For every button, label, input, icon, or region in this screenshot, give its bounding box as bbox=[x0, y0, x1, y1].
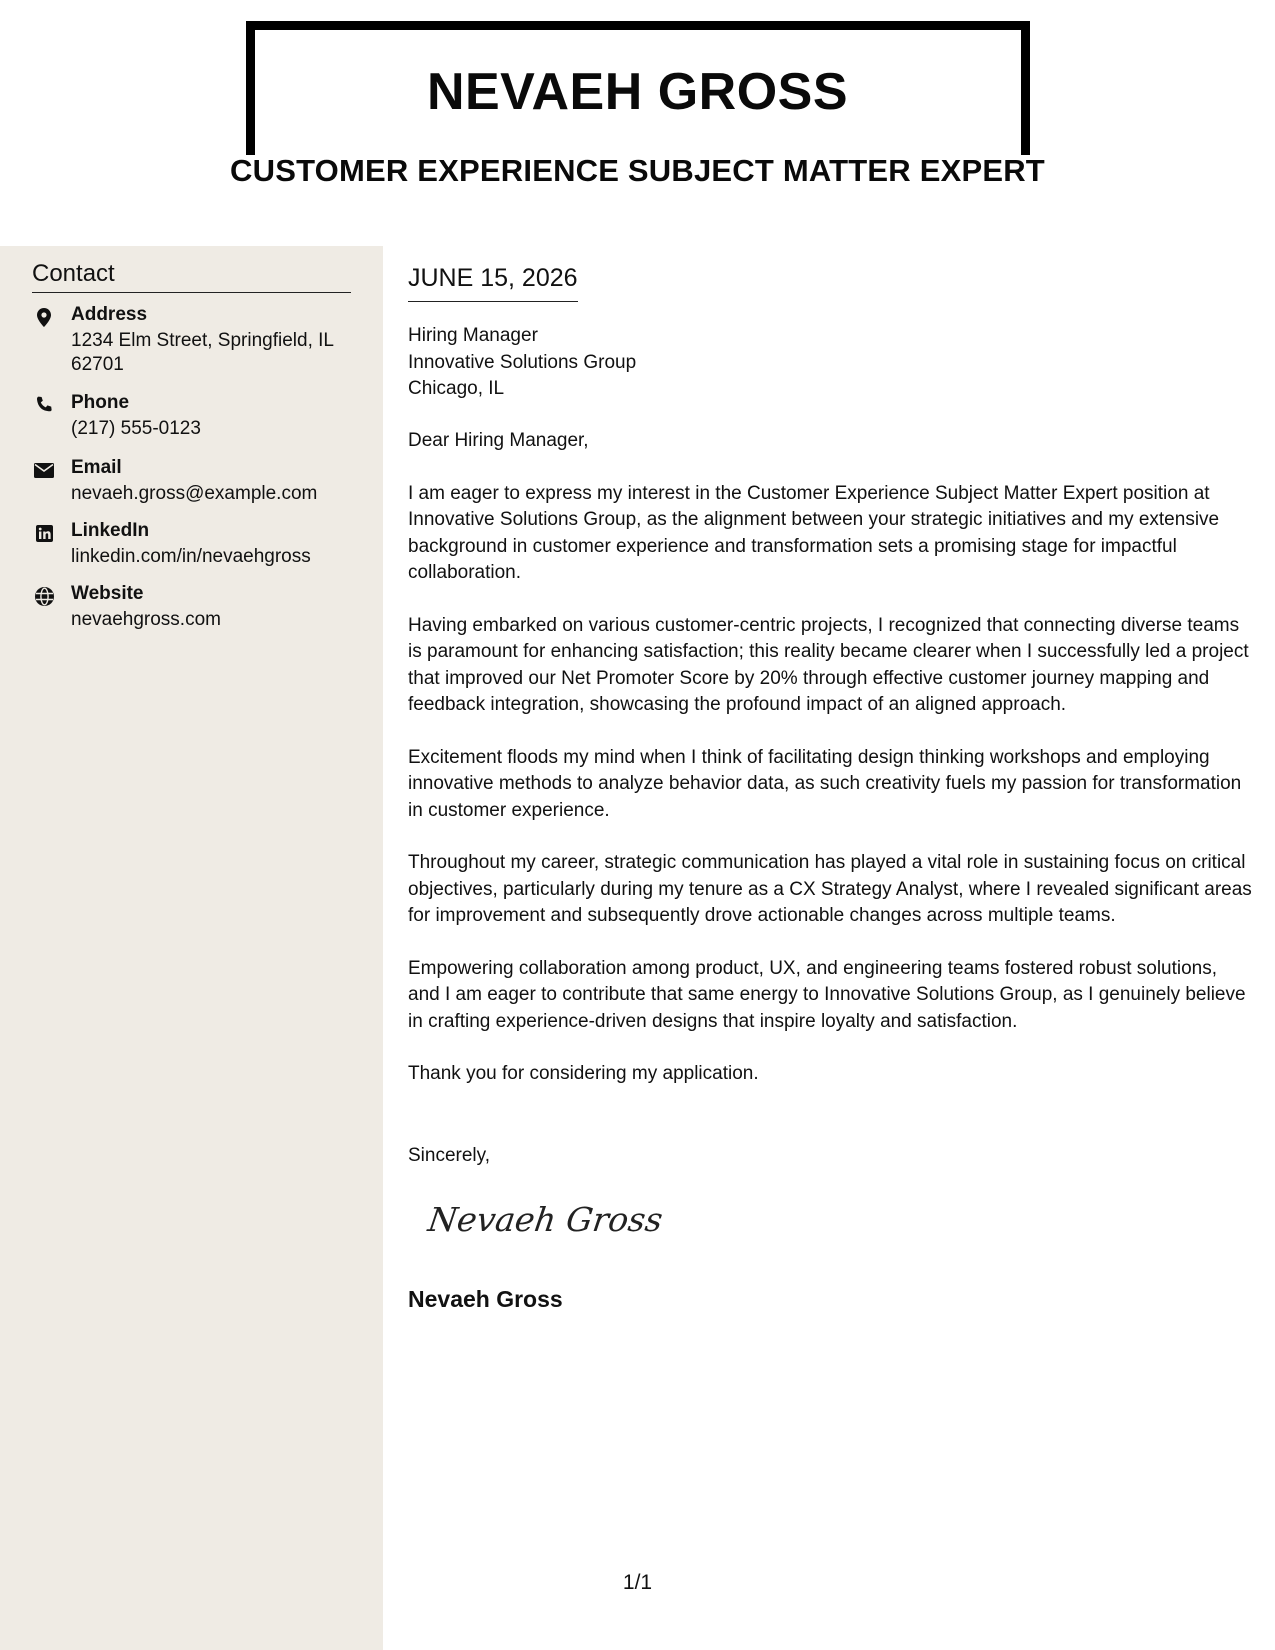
envelope-icon bbox=[32, 459, 56, 481]
body-paragraph: Throughout my career, strategic communication has played a vital role in sustaining focus on critical objectives, particularly during my tenure as a CX Strategy Analyst, where I revealed significant areas for improvement and subsequently drove actionable changes across multiple teams. bbox=[408, 852, 1252, 926]
svg-text:Nevaeh Gross: Nevaeh Gross bbox=[425, 1200, 666, 1239]
recipient-line: Chicago, IL bbox=[408, 378, 505, 399]
phone-value: (217) 555-0123 bbox=[71, 418, 201, 439]
contact-sidebar bbox=[0, 246, 383, 1650]
phone-label: Phone bbox=[71, 392, 130, 413]
website-label: Website bbox=[71, 583, 144, 604]
handwritten-signature bbox=[425, 1195, 666, 1248]
letter-date: JUNE 15, 2026 bbox=[408, 264, 578, 302]
closing: Sincerely, bbox=[408, 1145, 491, 1166]
salutation: Dear Hiring Manager, bbox=[408, 430, 589, 451]
recipient-block bbox=[408, 323, 636, 403]
body-paragraph: I am eager to express my interest in the Customer Experience Subject Matter Expert position at Innovative Solutions Group, as the alignment between your strategic initiatives and my extensive background in customer experience and transformation sets a promising stage for impactful collaboration. bbox=[408, 482, 1220, 583]
address-value: 1234 Elm Street, Springfield, IL 62701 bbox=[71, 330, 334, 375]
body-paragraph: Excitement floods my mind when I think of facilitating design thinking workshops and employing innovative methods to analyze behavior data, as such creativity fuels my passion for transformation in customer experience. bbox=[408, 746, 1242, 821]
recipient-line: Innovative Solutions Group bbox=[408, 351, 637, 373]
letter-body bbox=[408, 428, 1253, 1114]
address-label: Address bbox=[71, 304, 148, 325]
page-number: 1/1 bbox=[622, 1571, 653, 1594]
job-title: CUSTOMER EXPERIENCE SUBJECT MATTER EXPERT bbox=[230, 153, 1045, 188]
body-paragraph: Thank you for considering my application. bbox=[408, 1063, 759, 1084]
linkedin-value: linkedin.com/in/nevaehgross bbox=[71, 546, 311, 567]
email-label: Email bbox=[71, 457, 122, 478]
linkedin-icon bbox=[32, 522, 56, 544]
body-paragraph: Having embarked on various customer-centric projects, I recognized that connecting diverse teams is paramount for enhancing satisfaction; this reality became clearer when I successfully led a project that improved our Net Promoter Score by 20% through effective customer journey mapping and feedback integration, showcasing the profound impact of an aligned approach. bbox=[408, 614, 1249, 715]
map-pin-icon bbox=[32, 306, 56, 328]
recipient-line: Hiring Manager bbox=[408, 325, 538, 346]
candidate-name: NEVAEH GROSS bbox=[426, 63, 849, 121]
website-value: nevaehgross.com bbox=[71, 609, 221, 630]
contact-heading: Contact bbox=[32, 260, 351, 293]
linkedin-label: LinkedIn bbox=[71, 520, 150, 541]
email-value: nevaeh.gross@example.com bbox=[71, 483, 318, 504]
body-paragraph: Empowering collaboration among product, UX, and engineering teams fostered robust solutions, and I am eager to contribute that same energy to Innovative Solutions Group, as I genuinely believe in crafting experience-driven designs that inspire loyalty and satisfaction. bbox=[408, 957, 1246, 1032]
phone-icon bbox=[32, 394, 56, 416]
signer-name: Nevaeh Gross bbox=[408, 1286, 563, 1312]
globe-icon bbox=[32, 585, 56, 607]
